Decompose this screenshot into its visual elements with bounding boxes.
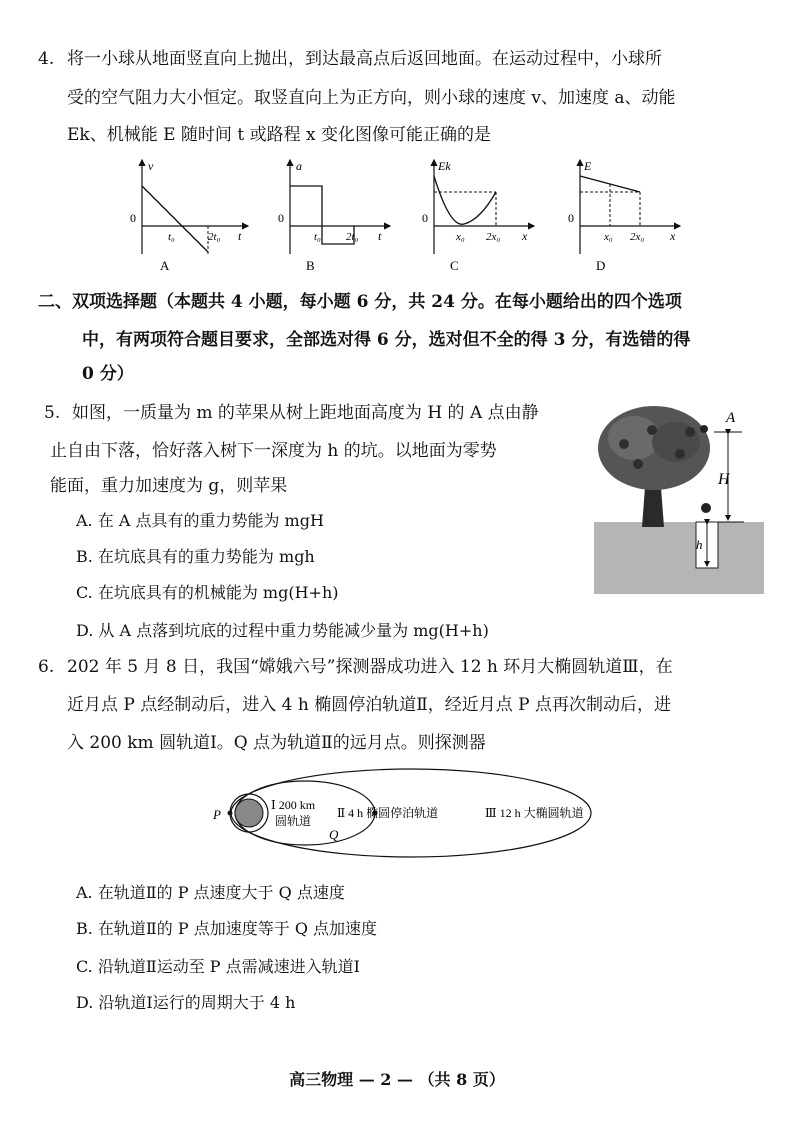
q5-line-1: 如图，一质量为 m 的苹果从树上距地面高度为 H 的 A 点由静	[72, 403, 539, 423]
q4-line-1: 将一小球从地面竖直向上抛出，到达最高点后返回地面。在运动过程中，小球所	[67, 49, 662, 69]
q6-option-a: A. 在轨道Ⅱ的 P 点速度大于 Q 点速度	[76, 883, 345, 902]
q5-line-3: 能面，重力加速度为 g，则苹果	[50, 476, 288, 496]
q4-line-3: Ek、机械能 E 随时间 t 或路程 x 变化图像可能正确的是	[67, 125, 491, 145]
graph-d-xaxis: x	[670, 229, 676, 243]
graph-a-xaxis: t	[238, 229, 242, 243]
apple-tree-figure	[594, 402, 764, 594]
label-p: P	[213, 807, 221, 822]
graph-b-label: B	[306, 258, 315, 273]
page-footer: 高三物理 — 2 — （共 8 页）	[289, 1070, 505, 1089]
graph-b-origin: 0	[278, 211, 284, 225]
graph-a-origin: 0	[130, 211, 136, 225]
graph-b-yaxis: a	[296, 159, 302, 173]
graph-c-tick2: 2x₀	[486, 231, 501, 243]
q4-line-2: 受的空气阻力大小恒定。取竖直向上为正方向，则小球的速度 v、加速度 a、动能	[67, 88, 676, 108]
graph-d-yaxis: E	[584, 159, 592, 173]
ground	[594, 522, 764, 594]
label-small-h: h	[696, 537, 703, 552]
point-p	[228, 811, 233, 816]
apple-at-a	[700, 425, 708, 433]
q4-number: 4.	[38, 49, 55, 69]
graph-b	[278, 159, 390, 273]
graph-d-label: D	[596, 258, 606, 273]
graph-b-curve	[290, 186, 354, 244]
falling-apple	[701, 503, 711, 513]
label-q: Q	[329, 827, 339, 842]
q5-line-2: 止自由下落，恰好落入树下一深度为 h 的坑。以地面为零势	[50, 441, 497, 461]
graph-a-tick1: t₀	[168, 231, 175, 243]
orbit-1-label-1: Ⅰ 200 km	[271, 798, 316, 812]
q5-option-a: A. 在 A 点具有的重力势能为 mgH	[76, 511, 324, 530]
graph-d-origin: 0	[568, 211, 574, 225]
label-a: A	[726, 410, 736, 426]
graph-c-tick1: x₀	[456, 231, 465, 243]
q5-option-d: D. 从 A 点落到坑底的过程中重力势能减少量为 mg(H+h)	[76, 621, 489, 640]
graph-c-yaxis: Ek	[438, 159, 451, 173]
q6-line-2: 近月点 P 点经制动后，进入 4 h 椭圆停泊轨道Ⅱ，经近月点 P 点再次制动后，进	[67, 695, 672, 715]
graph-b-tick1: t₀	[314, 231, 321, 243]
q6-line-1: 202 年 5 月 8 日，我国“嫦娥六号”探测器成功进入 12 h 环月大椭圆轨道Ⅲ，在	[67, 657, 673, 677]
q6-option-c: C. 沿轨道Ⅱ运动至 P 点需减速进入轨道Ⅰ	[76, 957, 360, 976]
section2-line-3: 0 分）	[82, 364, 134, 384]
orbit-3-label: Ⅲ 12 h 大椭圆轨道	[485, 806, 584, 820]
q6-option-b: B. 在轨道Ⅱ的 P 点加速度等于 Q 点加速度	[76, 919, 378, 938]
graph-c-xaxis: x	[522, 229, 528, 243]
graph-b-tick2: 2t₀	[346, 231, 359, 243]
orbit-2-label: Ⅱ 4 h 椭圆停泊轨道	[337, 806, 439, 820]
q6-line-3: 入 200 km 圆轨道Ⅰ。Q 点为轨道Ⅱ的远月点。则探测器	[67, 733, 486, 753]
label-big-h: H	[718, 471, 730, 488]
q6-option-d: D. 沿轨道Ⅰ运行的周期大于 4 h	[76, 993, 296, 1012]
q5-option-b: B. 在坑底具有的重力势能为 mgh	[76, 547, 315, 566]
q6-number: 6.	[38, 657, 55, 677]
graph-d	[568, 159, 680, 273]
orbit-1-label-2: 圆轨道	[275, 814, 312, 828]
graph-c-label: C	[450, 258, 459, 273]
graph-a	[130, 159, 248, 273]
graph-d-tick1: x₀	[604, 231, 613, 243]
moon	[235, 799, 263, 827]
section2-line-1: 二、双项选择题（本题共 4 小题，每小题 6 分，共 24 分。在每小题给出的四个选项	[38, 292, 682, 312]
q5-number: 5.	[44, 403, 61, 423]
graph-d-tick2: 2x₀	[630, 231, 645, 243]
q5-option-c: C. 在坑底具有的机械能为 mg(H+h)	[76, 583, 339, 602]
orbit-diagram	[205, 765, 625, 865]
graph-a-label: A	[160, 258, 170, 273]
graph-a-tick2: 2t₀	[208, 231, 221, 243]
graph-c-origin: 0	[422, 211, 428, 225]
section2-line-2: 中，有两项符合题目要求，全部选对得 6 分，选对但不全的得 3 分，有选错的得	[82, 330, 691, 350]
q4-graphs	[110, 156, 690, 276]
graph-b-xaxis: t	[378, 229, 382, 243]
graph-c	[422, 159, 534, 273]
graph-a-curve	[142, 186, 208, 252]
graph-a-yaxis: v	[148, 159, 154, 173]
graph-c-curve	[434, 176, 496, 224]
